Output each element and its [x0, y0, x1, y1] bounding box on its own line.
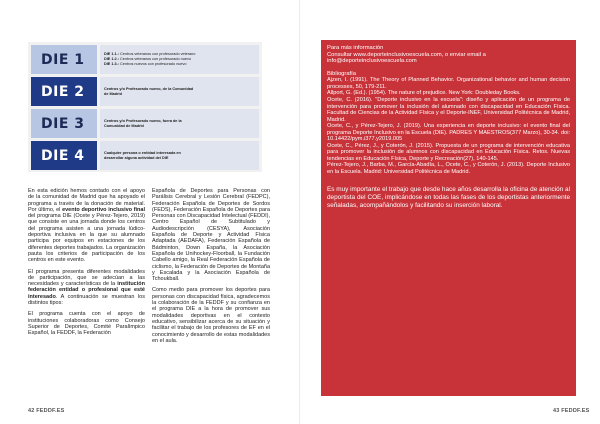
die-3-description	[100, 109, 259, 138]
paragraph-apoyo: El programa cuenta con el apoyo de instituciones colaboradoras como Consejo Superior de Deportes, Comité Paralímpico Español, la FEDDF, la Federación	[28, 311, 145, 337]
paragraph-feddf: Como medio para promover los deportes para personas con discapacidad física, agradecemos la colaboración de la FEDDF y su confianza en el programa DIE a la hora de promover sus modalidades deportivas en el contexto educativo, sensibilizar acerca de su situación y facilitar el trabajo de los profesores de EF en el conocimiento y desarrollo de estas modalidades en el aula.	[152, 287, 270, 344]
p1-text-c: del programa DIE (Ocete y Pérez-Tejero, 2019) que consiste en una jornada donde los centros del programa asisten a una jornada lúdico-deportiva inclusiva en la que su alumnado participa por equipos en estaciones de los diferentes deportes trabajados. La organización pauta los criterios de participación de los centros en este evento.	[28, 213, 145, 264]
reference-perez-tejero-2013: Pérez-Tejero, J., Barba, M., García-Abadía, L., Ocete, C., y Coterón, J. (2013). Deporte Inclusivo en la Escuela. Madrid: Universidad Politécnica de Madrid.	[327, 162, 570, 176]
info-heading: Para más información	[327, 45, 384, 51]
reference-ocete-2015: Ocete, C., Pérez, J., y Coterón, J. (2015). Propuesta de un programa de intervención educativa para promover la inclusión de alumnos con discapacidad en Educación Física. Retos. Nuevas tendencias en Educación Física, Deporte y Recreación(27), 140-145.	[327, 142, 570, 162]
die-4-label: DIE 4	[31, 141, 97, 170]
die-4-description	[100, 141, 259, 170]
die-1-2-code: DIE 1.2.:	[104, 57, 119, 61]
die-row-3	[31, 109, 259, 138]
die-row-2	[31, 77, 259, 106]
die-row-1	[31, 45, 259, 74]
reference-ajzen: Ajzen, I. (1991). The Theory of Planned Behavior. Organizational behavior and human decision processes, 50, 179-211.	[327, 77, 570, 90]
p1-bold: evento deportivo inclusivo final	[62, 206, 146, 213]
reference-ocete-2019: Ocete, C., y Pérez-Tejero, J. (2019). Una experiencia en deporte inclusivo: el evento final del programa Deporte Inclusivo en la Escuela (DIE). PADRES Y MAESTROS(377 Marzo), 30-34. doi: 10.14422/pym.i377.y2019.005	[327, 123, 570, 143]
paragraph-modalidades	[28, 269, 145, 307]
die-3-line-2	[104, 124, 259, 129]
coe-note: Es muy importante el trabajo que desde hace años desarrolla la oficina de atención al deportista del COE, implicándose en todas las fases de los deportistas anteriormente señaladas, acompañándolos y facilitando su inserción laboral.	[327, 185, 570, 209]
die-3-line-1-text: Centros y/o Profesorado nuevo, fuera de la	[104, 118, 182, 123]
p2-text-a: El programa presenta diferentes modalidades de participación, que se adecúan a las necesidades y características de la	[28, 268, 145, 288]
reference-allport: Allport, G. (Ed.). (1954). The nature of prejudice. New York: Doubleday Books.	[327, 90, 521, 97]
die-4-line-2	[104, 156, 259, 161]
die-2-line-2	[104, 92, 259, 97]
die-1-2-text: Centros veteranos con profesorado nuevo	[120, 57, 191, 61]
p2-text-c: . A continuación se muestran los distintos tipos:	[28, 293, 145, 307]
p2-bold: institución federación entidad o profesional que esté interesado	[28, 281, 145, 300]
die-modalities-table	[28, 42, 262, 172]
die-3-label: DIE 3	[31, 109, 97, 138]
die-row-4	[31, 141, 259, 170]
paragraph-evento	[28, 188, 145, 264]
die-1-description	[100, 45, 259, 74]
die-4-line-2-text: desarrollar alguna actividad del DIE	[104, 155, 169, 160]
die-1-3-text: Centros nuevos con profesorado nuevo	[120, 62, 187, 66]
die-3-line-2-text: Comunidad de Madrid	[104, 123, 144, 128]
die-2-line-2-text: de Madrid	[104, 91, 122, 96]
page-number-right: 43 FEDDF.ES	[553, 408, 590, 414]
die-1-1-text: Centros veteranos con profesorado veterano	[120, 52, 196, 56]
die-2-label: DIE 2	[31, 77, 97, 106]
die-1-label: DIE 1	[31, 45, 97, 74]
page-number-left: 42 FEDDF.ES	[28, 408, 65, 414]
left-column-2	[152, 188, 270, 349]
die-1-line-3	[104, 62, 259, 67]
paragraph-federaciones: Española de Deportes para Personas con Parálisis Cerebral y Lesión Cerebral (FEDPC), Federación Española de Deportes de Sordos (FEDS), Federación Española de Deportes para Personas con Discapacidad Intelectual (FEDDI), Centro Español de Subtitulado y Audiodescripción (CESYA), Asociación Española de Deporte y Actividad Física Adaptada (AEDAFA), Federación Española de Bádminton, Down España, la Asociación Española de Unihockey-Floorball, la Fundación Cabello amigo, la Real Federación Española de ciclismo, la Federación de Deportes de Montaña y Escalada y la Asociación Española de Tchoukball.	[152, 188, 271, 283]
bibliography-heading: Bibliografía	[327, 70, 357, 77]
die-1-3-code: DIE 1.3.:	[104, 62, 119, 66]
p1-text-a: En esta edición hemos contado con el apoyo de la comunidad de Madrid que ha apoyado el programa a través de la donación de material. Por último, el	[28, 188, 145, 213]
die-1-1-code: DIE 1.1.:	[104, 52, 119, 56]
info-box	[321, 40, 576, 396]
die-2-description	[100, 77, 259, 106]
die-2-line-1-text: Centros y/o Profesorado nuevo, de la Comunidad	[104, 86, 194, 91]
die-4-line-1-text: Cualquier persona o entidad interesada en	[104, 150, 181, 155]
reference-ocete-2016: Ocete, C. (2016). "Deporte inclusivo en la escuela": diseño y aplicación de un programa de intervención para promover la inclusión del alumnado con discapacidad en Educación Física. Facultad de Ciencias de la Actividad Física y el Deporte-INEF, Universidad Politécnica de Madrid, Madrid.	[327, 97, 570, 123]
left-column-1	[28, 188, 145, 342]
info-text: Consultar www.deporteinclusivoescuela.com, o enviar email a info@deporteinclusivoescuela.com	[327, 51, 486, 65]
